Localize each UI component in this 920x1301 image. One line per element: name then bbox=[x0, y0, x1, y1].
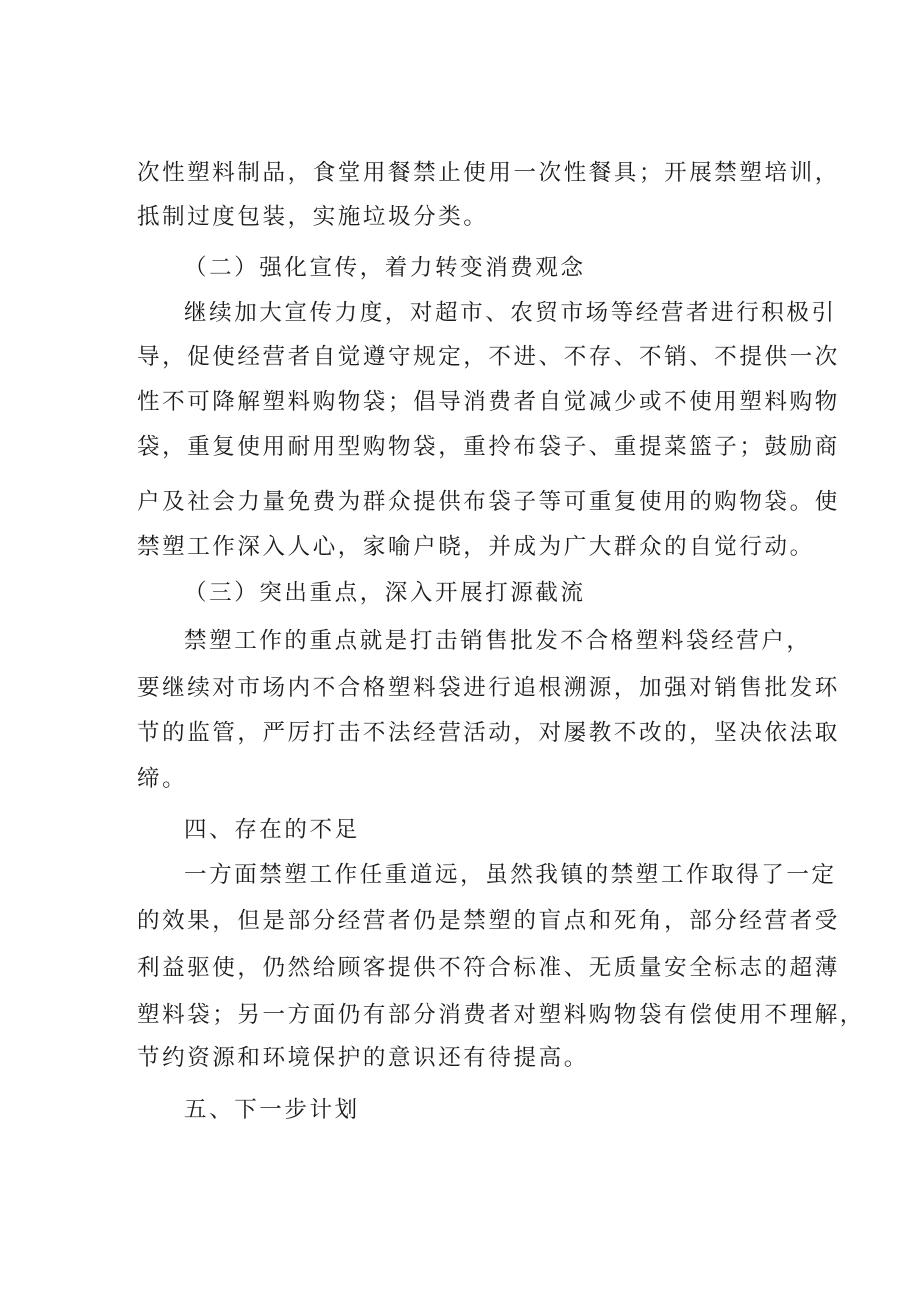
text-line: 禁塑工作的重点就是打击销售批发不合格塑料袋经营户， bbox=[184, 628, 812, 654]
section-heading: 四、存在的不足 bbox=[184, 817, 360, 843]
text-line: 导，促使经营者自觉遵守规定，不进、不存、不销、不提供一次 bbox=[137, 344, 840, 370]
text-line: 一方面禁塑工作任重道远，虽然我镇的禁塑工作取得了一定 bbox=[184, 862, 837, 888]
text-line: 继续加大宣传力度，对超市、农贸市场等经营者进行积极引 bbox=[184, 300, 837, 326]
text-line: 节约资源和环境保护的意识还有待提高。 bbox=[137, 1045, 589, 1071]
text-line: 缔。 bbox=[137, 766, 188, 792]
text-line: 袋，重复使用耐用型购物袋，重拎布袋子、重提菜篮子；鼓励商 bbox=[137, 434, 840, 460]
text-line: 户及社会力量免费为群众提供布袋子等可重复使用的购物袋。使 bbox=[137, 489, 840, 515]
section-heading: （三）突出重点，深入开展打源截流 bbox=[184, 580, 586, 606]
text-line: 节的监管，严厉打击不法经营活动，对屡教不改的，坚决依法取 bbox=[137, 720, 840, 746]
text-line: 禁塑工作深入人心，家喻户晓，并成为广大群众的自觉行动。 bbox=[137, 534, 815, 560]
section-heading: （二）强化宣传，着力转变消费观念 bbox=[184, 255, 586, 281]
text-line: 塑料袋；另一方面仍有部分消费者对塑料购物袋有偿使用不理解， bbox=[137, 1002, 865, 1028]
text-line: 的效果，但是部分经营者仍是禁塑的盲点和死角，部分经营者受 bbox=[137, 908, 840, 934]
text-line: 利益驱使，仍然给顾客提供不符合标准、无质量安全标志的超薄 bbox=[137, 955, 840, 981]
section-heading: 五、下一步计划 bbox=[184, 1097, 360, 1123]
text-line: 要继续对市场内不合格塑料袋进行追根溯源，加强对销售批发环 bbox=[137, 675, 840, 701]
text-line: 次性塑料制品，食堂用餐禁止使用一次性餐具；开展禁塑培训， bbox=[137, 160, 840, 186]
text-line: 性不可降解塑料购物袋；倡导消费者自觉减少或不使用塑料购物 bbox=[137, 389, 840, 415]
text-line: 抵制过度包装，实施垃圾分类。 bbox=[137, 204, 489, 230]
